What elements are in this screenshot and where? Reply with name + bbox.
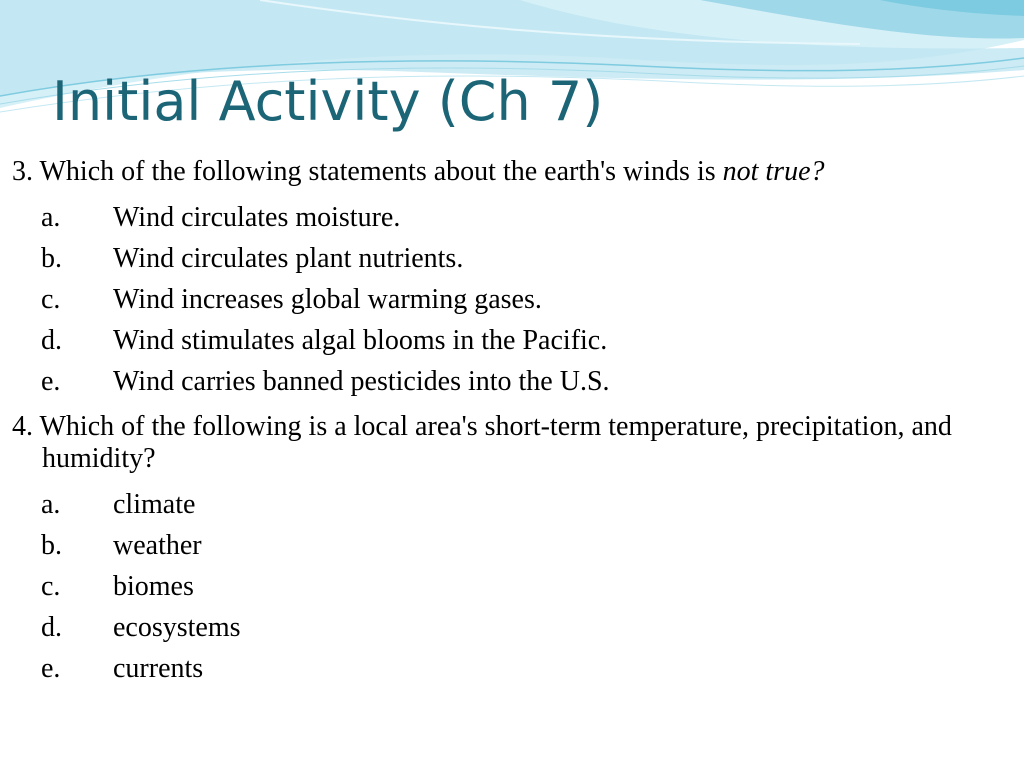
- option-text: ecosystems: [113, 612, 241, 643]
- option-text: Wind stimulates algal blooms in the Pacific.: [113, 325, 608, 356]
- slide-body: [12, 156, 1002, 698]
- option-letter: a.: [41, 202, 61, 233]
- option-letter: b.: [41, 530, 62, 561]
- option-letter: d.: [41, 325, 62, 356]
- option-letter: b.: [41, 243, 62, 274]
- option-text: Wind circulates moisture.: [113, 202, 401, 233]
- question-4-block: [12, 411, 1002, 689]
- question-3-prefix: 3. Which of the following statements about the earth's winds is: [12, 156, 723, 187]
- question-4-text: [12, 411, 1002, 475]
- question-4-options: [12, 484, 1002, 689]
- option-letter: e.: [41, 653, 61, 684]
- option-letter: d.: [41, 612, 62, 643]
- option-letter: c.: [41, 571, 61, 602]
- option-text: climate: [113, 489, 196, 520]
- list-item: [12, 607, 1002, 648]
- list-item: [12, 566, 1002, 607]
- option-text: Wind circulates plant nutrients.: [113, 243, 464, 274]
- list-item: [12, 648, 1002, 689]
- option-text: Wind increases global warming gases.: [113, 284, 542, 315]
- option-text: biomes: [113, 571, 194, 602]
- question-3-options: [12, 197, 1002, 402]
- option-text: weather: [113, 530, 202, 561]
- list-item: [12, 525, 1002, 566]
- list-item: [12, 279, 1002, 320]
- option-text: currents: [113, 653, 204, 684]
- option-letter: e.: [41, 366, 61, 397]
- question-3-emphasis: not true?: [722, 156, 825, 187]
- question-3-text: [12, 156, 1002, 188]
- question-3-block: [12, 156, 1002, 402]
- list-item: [12, 238, 1002, 279]
- list-item: [12, 484, 1002, 525]
- list-item: [12, 361, 1002, 402]
- question-4-prefix: 4. Which of the following is a local area's short-term temperature, precipitation, and humidity?: [12, 411, 952, 474]
- list-item: [12, 320, 1002, 361]
- option-letter: c.: [41, 284, 61, 315]
- list-item: [12, 197, 1002, 238]
- option-text: Wind carries banned pesticides into the U.S.: [113, 366, 610, 397]
- option-letter: a.: [41, 489, 61, 520]
- slide-title: Initial Activity (Ch 7): [52, 70, 604, 133]
